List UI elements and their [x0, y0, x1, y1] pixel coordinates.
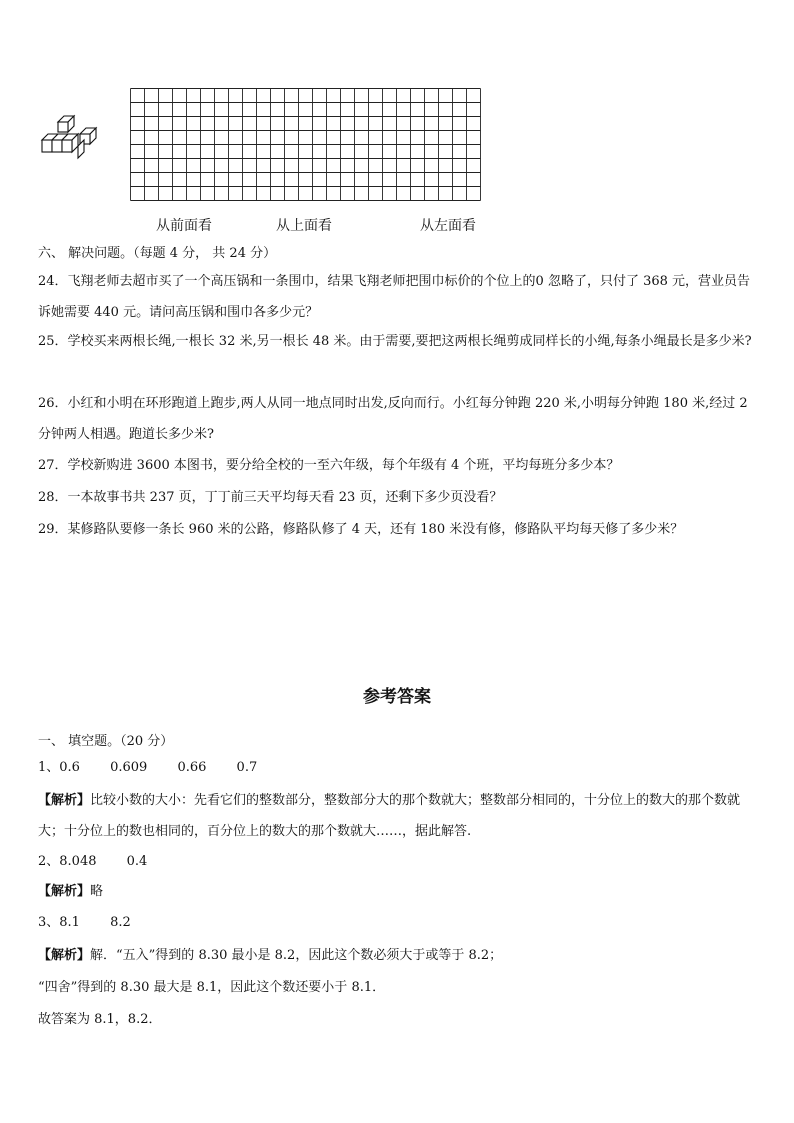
answer-2-num: 2、8.048: [38, 854, 97, 869]
analysis-tag: 【解析】: [38, 948, 91, 963]
answer-3-analysis-text-1: 解．“五入”得到的 8.30 最小是 8.2，因此这个数必须大于或等于 8.2；: [90, 948, 503, 963]
answer-2-analysis: [38, 882, 103, 902]
problem-29: 29．某修路队要修一条长 960 米的公路，修路队修了 4 天，还有 180 米没有修，修路队平均每天修了多少米？: [38, 522, 684, 537]
view-label-top: 从上面看: [276, 218, 332, 234]
section6-heading: 六、 解决问题。（每题 4 分， 共 24 分）: [38, 246, 277, 261]
answer-1-analysis-text: 比较小数的大小：先看它们的整数部分，整数部分大的那个数就大；整数部分相同的，十分位上的数大的那个数就大；十分位上的数也相同的，百分位上的数大的那个数就大……，据此解答.: [38, 793, 741, 839]
answer-1-analysis: [38, 785, 756, 847]
analysis-tag: 【解析】: [38, 884, 91, 899]
answers-section1-heading: 一、 填空题。（20 分）: [38, 734, 174, 749]
answer-3-analysis-1: [38, 946, 502, 966]
analysis-tag: 【解析】: [38, 793, 91, 808]
problem-24: 24．飞翔老师去超市买了一个高压锅和一条围巾，结果飞翔老师把围巾标价的个位上的0 忽略了，只付了 368 元，营业员告诉她需要 440 元。请问高压锅和围巾各多少元？: [38, 274, 751, 320]
answer-1-val-b: 0.66: [177, 760, 207, 775]
answers-title: 参考答案: [363, 687, 431, 707]
answer-3-analysis-2: “四舍”得到的 8.30 最大是 8.1，因此这个数还要小于 8.1．: [38, 980, 386, 995]
answer-1-val-a: 0.609: [110, 760, 148, 775]
answer-3-analysis-3: 故答案为 8.1，8.2．: [38, 1012, 162, 1027]
answer-3-num: 3、8.1: [38, 915, 80, 930]
problem-27: 27．学校新购进 3600 本图书，要分给全校的一至六年级，每个年级有 4 个班，平均每班分多少本？: [38, 458, 620, 473]
answer-1: [38, 758, 257, 778]
answer-2: [38, 852, 147, 872]
answer-3: [38, 913, 131, 933]
problem-26: 26．小红和小明在环形跑道上跑步,两人从同一地点同时出发,反向而行。小红每分钟跑 220 米,小明每分钟跑 180 米,经过 2 分钟两人相遇。跑道长多少米?: [38, 396, 748, 442]
cube-stack-figure: [36, 112, 102, 160]
answer-1-num: 1、0.6: [38, 760, 80, 775]
answer-1-val-c: 0.7: [236, 760, 258, 775]
view-label-front: 从前面看: [156, 218, 212, 234]
view-label-left: 从左面看: [420, 218, 476, 234]
answer-2-val: 0.4: [126, 854, 148, 869]
answer-3-val: 8.2: [110, 915, 131, 930]
problem-28: 28．一本故事书共 237 页，丁丁前三天平均每天看 23 页，还剩下多少页没看？: [38, 490, 503, 505]
problem-25: 25．学校买来两根长绳,一根长 32 米,另一根长 48 米。由于需要,要把这两根长绳剪成同样长的小绳,每条小绳最长是多少米?: [38, 334, 752, 349]
drawing-grid: [130, 88, 486, 208]
answer-2-analysis-text: 略: [90, 884, 104, 899]
